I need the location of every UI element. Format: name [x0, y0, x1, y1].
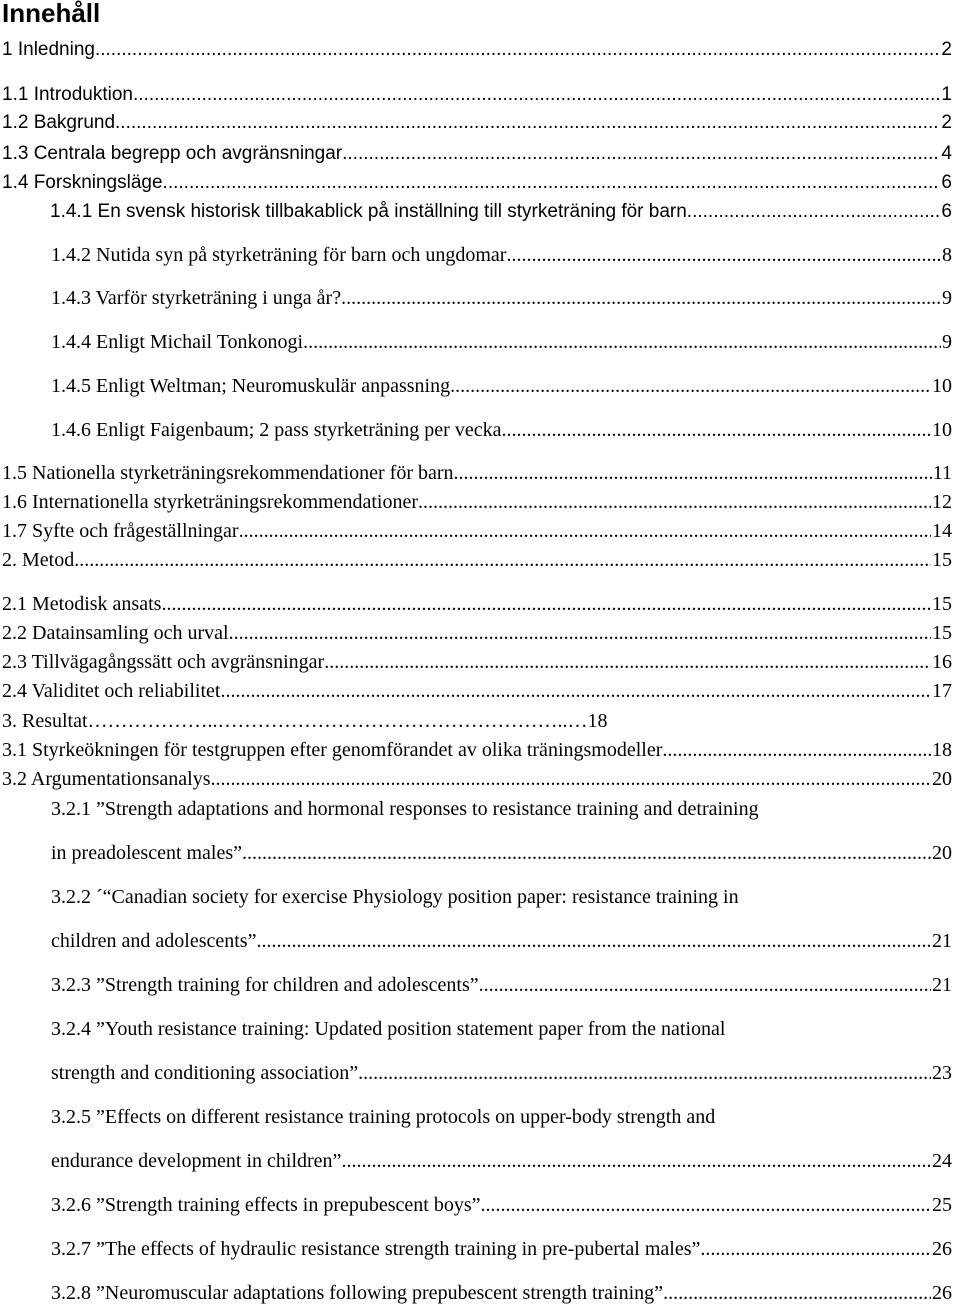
toc-page-number: 9 — [942, 287, 952, 309]
toc-entry[interactable] — [51, 286, 952, 310]
toc-page-number: 21 — [932, 930, 952, 952]
toc-leader — [358, 1061, 931, 1085]
toc-page-number: 17 — [932, 680, 952, 702]
toc-entry[interactable] — [51, 1281, 952, 1305]
toc-entry-label: 1 Inledning — [2, 39, 95, 60]
toc-leader — [133, 83, 940, 107]
toc-page-number: 8 — [942, 244, 952, 266]
toc-entry[interactable] — [51, 1149, 952, 1173]
toc-entry[interactable] — [51, 841, 952, 865]
toc-entry[interactable] — [2, 111, 952, 135]
toc-entry[interactable] — [2, 142, 952, 166]
toc-entry[interactable] — [51, 243, 952, 267]
toc-leader — [220, 679, 931, 703]
toc-page-number: 15 — [932, 593, 952, 615]
toc-entry[interactable] — [2, 171, 952, 195]
toc-entry[interactable] — [2, 650, 952, 674]
toc-page-number: 20 — [932, 842, 952, 864]
toc-entry-title-line[interactable]: 3.2.2 ´“Canadian society for exercise Physiology position paper: resistance training in — [51, 886, 739, 908]
toc-entry[interactable] — [2, 738, 952, 762]
toc-entry[interactable] — [51, 330, 952, 354]
toc-entry-label: 1.1 Introduktion — [2, 84, 133, 105]
toc-page-number: 10 — [932, 375, 952, 397]
toc-entry-label: 1.4.3 Varför styrketräning i unga år? — [51, 287, 342, 309]
toc-entry-label: 2.4 Validitet och reliabilitet — [2, 680, 221, 702]
toc-page-number: 26 — [932, 1282, 952, 1304]
toc-leader — [341, 1149, 931, 1173]
toc-entry-title-line[interactable]: 3.2.1 ”Strength adaptations and hormonal responses to resistance training and detraining — [51, 798, 759, 820]
toc-entry[interactable] — [2, 548, 952, 572]
toc-entry[interactable] — [2, 519, 952, 543]
toc-entry[interactable] — [50, 200, 952, 224]
toc-entry[interactable] — [51, 973, 952, 997]
toc-leader — [229, 621, 931, 645]
toc-entry-label: 3.2.8 ”Neuromuscular adaptations following prepubescent strength training” — [51, 1282, 664, 1304]
toc-leader — [242, 841, 931, 865]
toc-entry-label: strength and conditioning association” — [51, 1062, 359, 1084]
toc-entry-title-line[interactable]: 3.2.4 ”Youth resistance training: Updated position statement paper from the national — [51, 1018, 726, 1040]
toc-entry-label: 1.5 Nationella styrketräningsrekommendationer för barn — [2, 462, 454, 484]
toc-leader — [74, 548, 931, 572]
toc-entry-label: 1.4.2 Nutida syn på styrketräning för barn och ungdomar — [51, 244, 507, 266]
toc-page-number: 18 — [932, 739, 952, 761]
toc-entry[interactable] — [2, 621, 952, 645]
toc-entry[interactable] — [51, 1237, 952, 1261]
toc-entry-label: in preadolescent males” — [51, 842, 243, 864]
toc-entry[interactable] — [2, 679, 952, 703]
toc-entry-label: 2.1 Metodisk ansats — [2, 593, 162, 615]
toc-page-number: 2 — [941, 112, 952, 133]
toc-page-number: 12 — [932, 491, 952, 513]
toc-leader — [256, 929, 931, 953]
toc-leader — [663, 1281, 931, 1305]
toc-page-number: 15 — [932, 549, 952, 571]
toc-leader — [479, 973, 931, 997]
toc-page-number: 14 — [932, 520, 952, 542]
toc-entry[interactable] — [2, 490, 952, 514]
toc-page-number: 25 — [932, 1194, 952, 1216]
toc-entry-resultat[interactable]: 3. Resultat………………..……………………………………………..…18 — [2, 710, 608, 732]
toc-leader — [450, 374, 931, 398]
toc-leader — [341, 286, 941, 310]
toc-page-number: 11 — [932, 462, 952, 484]
toc-page-number: 26 — [932, 1238, 952, 1260]
toc-entry-label: 1.4.1 En svensk historisk tillbakablick på inställning till styrketräning för barn — [50, 201, 687, 222]
toc-leader — [501, 418, 931, 442]
toc-entry[interactable] — [51, 929, 952, 953]
toc-entry-label: 2.2 Datainsamling och urval — [2, 622, 229, 644]
toc-leader — [324, 650, 931, 674]
toc-leader — [662, 738, 931, 762]
page-title: Innehåll — [2, 0, 101, 28]
toc-leader — [506, 243, 941, 267]
toc-leader — [211, 767, 932, 791]
toc-entry-label: 1.4.6 Enligt Faigenbaum; 2 pass styrketräning per vecka — [51, 419, 502, 441]
toc-leader — [687, 200, 941, 224]
toc-entry[interactable] — [2, 592, 952, 616]
toc-entry[interactable] — [2, 83, 952, 107]
toc-leader — [163, 171, 941, 195]
toc-entry-title-line[interactable]: 3.2.5 ”Effects on different resistance training protocols on upper-body strength and — [51, 1106, 716, 1128]
toc-entry-label: 3.2.3 ”Strength training for children and adolescents” — [51, 974, 479, 996]
toc-leader — [454, 461, 932, 485]
toc-page-number: 10 — [932, 419, 952, 441]
toc-entry[interactable] — [51, 418, 952, 442]
toc-entry[interactable] — [51, 374, 952, 398]
toc-leader — [115, 111, 940, 135]
toc-leader — [161, 592, 931, 616]
toc-page-number: 20 — [932, 768, 952, 790]
toc-page-number: 9 — [942, 331, 952, 353]
toc-page-number: 2 — [941, 39, 952, 60]
toc-entry-label: 1.4.4 Enligt Michail Tonkonogi — [51, 331, 304, 353]
toc-entry-label: 1.3 Centrala begrepp och avgränsningar — [2, 143, 343, 164]
toc-entry-label: 1.2 Bakgrund — [2, 112, 116, 133]
toc-entry[interactable] — [2, 767, 952, 791]
toc-page-number: 21 — [932, 974, 952, 996]
toc-entry-label: 1.6 Internationella styrketräningsrekommendationer — [2, 491, 418, 513]
toc-page-number: 23 — [932, 1062, 952, 1084]
toc-entry-label: 2. Metod — [2, 549, 75, 571]
toc-entry-label: 1.7 Syfte och frågeställningar — [2, 520, 239, 542]
toc-leader — [418, 490, 931, 514]
toc-page-number: 24 — [932, 1150, 952, 1172]
toc-leader — [481, 1193, 931, 1217]
toc-entry[interactable] — [2, 38, 952, 62]
toc-entry-label: 3.2 Argumentationsanalys — [2, 768, 211, 790]
toc-entry[interactable] — [51, 1193, 952, 1217]
toc-leader — [303, 330, 941, 354]
toc-page-number: 6 — [941, 172, 952, 193]
toc-page-number: 16 — [932, 651, 952, 673]
toc-page-number: 4 — [941, 143, 952, 164]
toc-leader — [239, 519, 931, 543]
toc-entry-label: 2.3 Tillvägagångssätt och avgränsningar — [2, 651, 325, 673]
toc-page-number: 6 — [941, 201, 952, 222]
toc-entry-label: children and adolescents” — [51, 930, 257, 952]
toc-entry-label: 1.4.5 Enligt Weltman; Neuromuskulär anpassning — [51, 375, 451, 397]
toc-entry-label: 1.4 Forskningsläge — [2, 172, 163, 193]
toc-entry-label: 3.1 Styrkeökningen för testgruppen efter genomförandet av olika träningsmodeller — [2, 739, 663, 761]
toc-page-number: 15 — [932, 622, 952, 644]
toc-entry-label: 3.2.6 ”Strength training effects in prepubescent boys” — [51, 1194, 481, 1216]
toc-leader — [700, 1237, 931, 1261]
toc-page-number: 1 — [941, 84, 952, 105]
toc-entry[interactable] — [2, 461, 952, 485]
toc-entry-label: endurance development in children” — [51, 1150, 342, 1172]
toc-entry[interactable] — [51, 1061, 952, 1085]
toc-entry-label: 3.2.7 ”The effects of hydraulic resistance strength training in pre-pubertal males” — [51, 1238, 701, 1260]
toc-leader — [342, 142, 940, 166]
toc-leader — [95, 38, 940, 62]
